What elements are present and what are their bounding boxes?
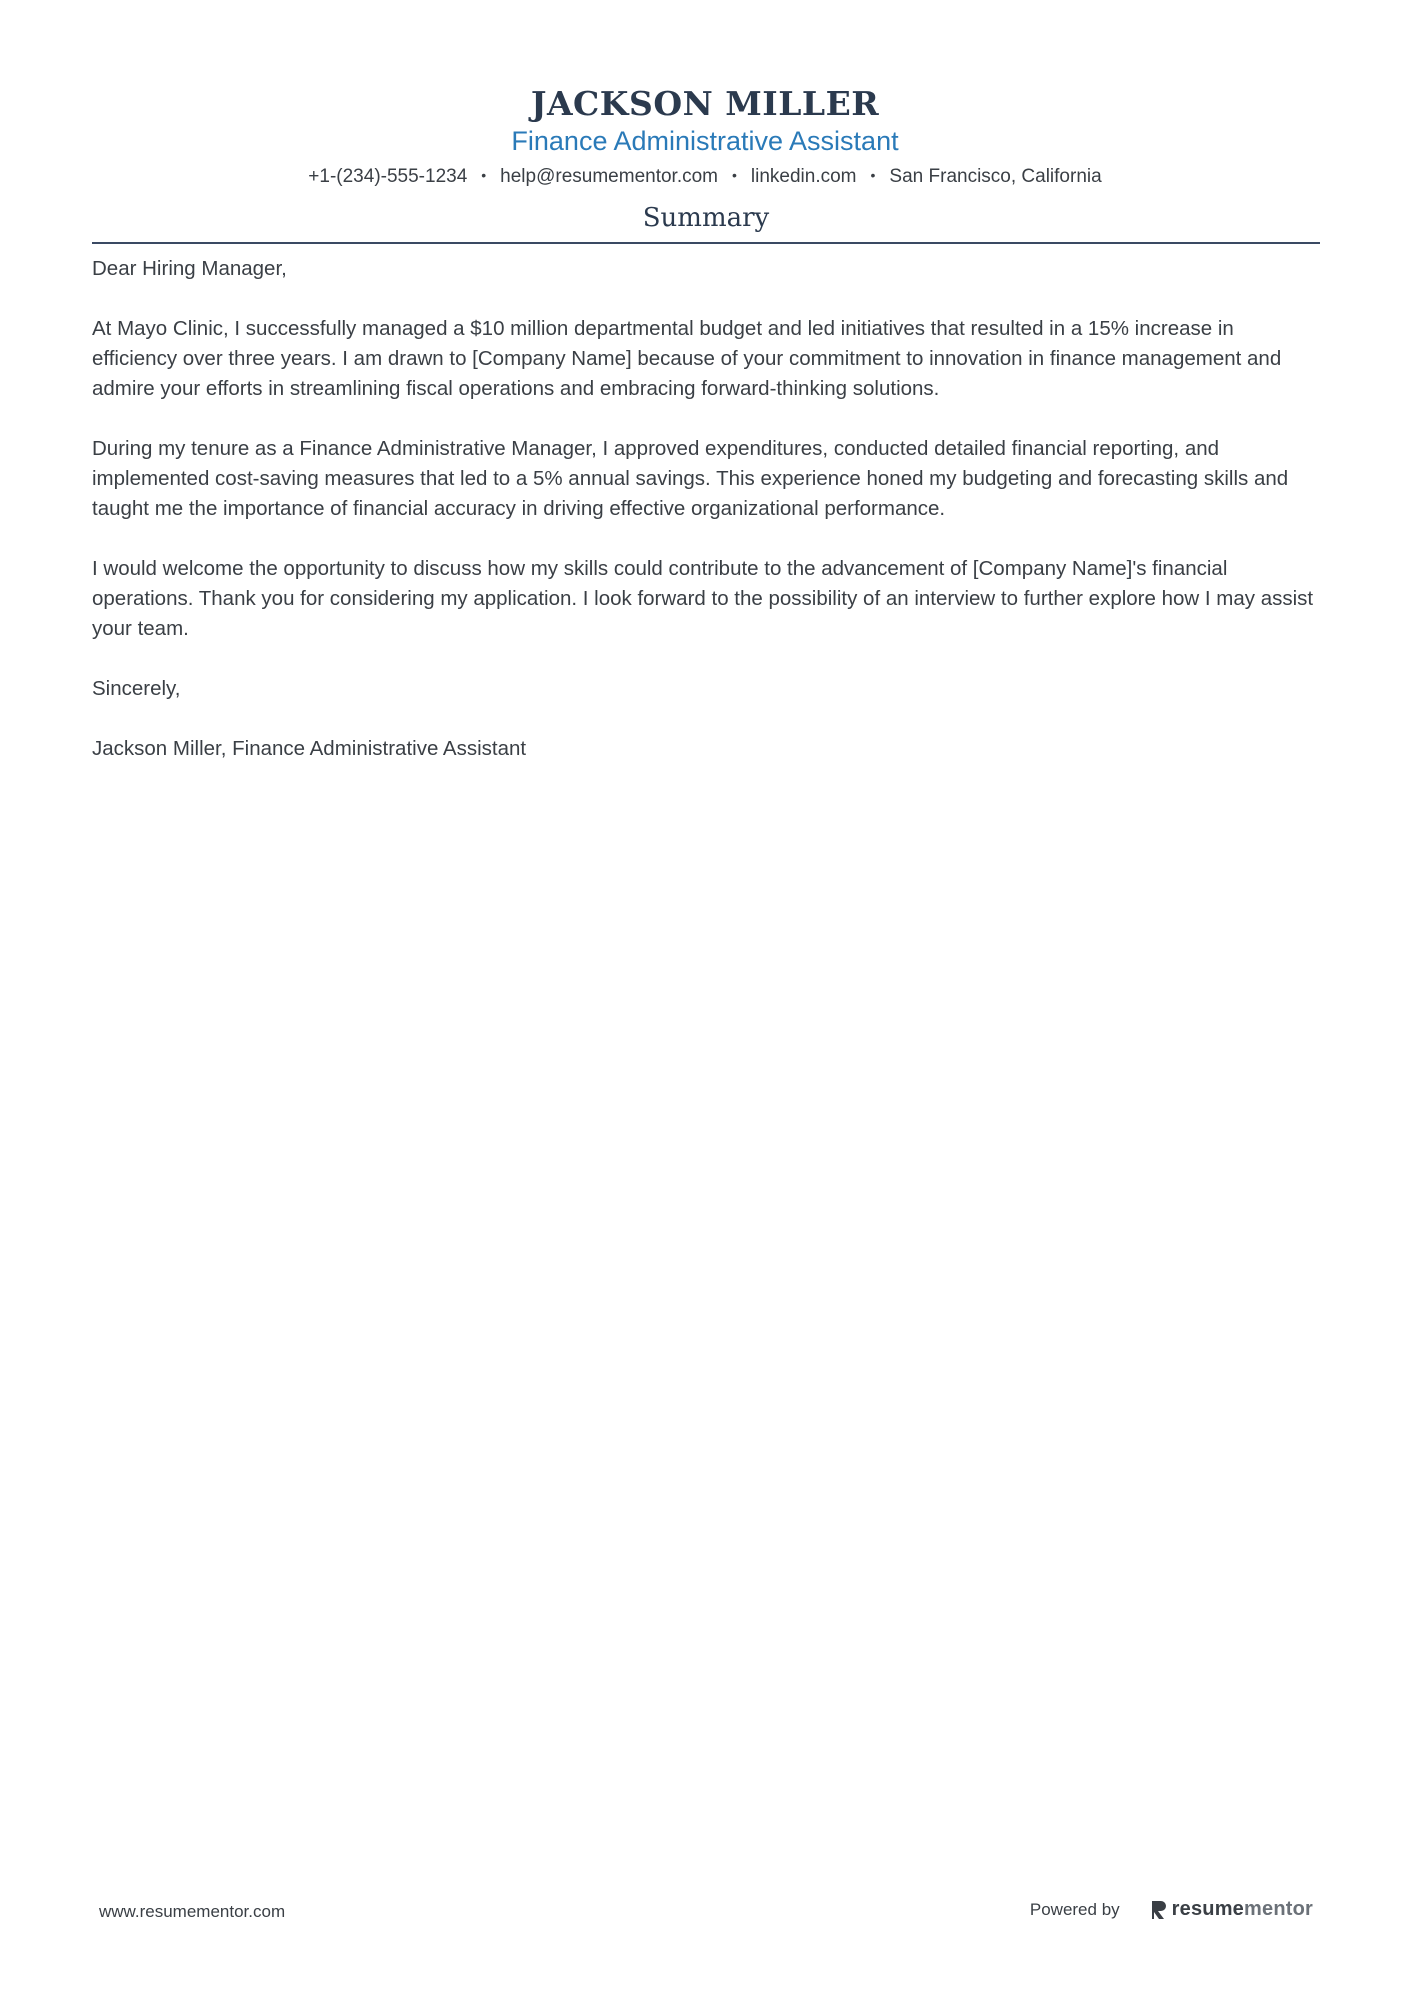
- linkedin: linkedin.com: [750, 166, 857, 187]
- header: [0, 84, 1410, 190]
- bullet-separator: •: [481, 167, 487, 183]
- candidate-name: JACKSON MILLER: [530, 84, 880, 123]
- contact-line: [0, 162, 1410, 190]
- footer-branding: [1030, 1898, 1313, 1921]
- signature: Jackson Miller, Finance Administrative Assistant: [92, 737, 527, 760]
- paragraph: During my tenure as a Finance Administrative Manager, I approved expenditures, conducted detailed financial reporting, and implemented cost-saving measures that led to a 5% annual savings. This experience honed my budgeting and forecasting skills and taught me the importance of financial accuracy in driving effective organizational performance.: [92, 437, 1289, 520]
- bullet-separator: •: [732, 167, 737, 183]
- section-title: Summary: [642, 203, 770, 233]
- footer-website: www.resumementor.com: [99, 1902, 286, 1921]
- closing: Sincerely,: [92, 677, 181, 700]
- location: San Francisco, California: [889, 166, 1102, 187]
- candidate-title: Finance Administrative Assistant: [511, 126, 899, 156]
- section-divider: [92, 242, 1320, 244]
- brand-text-mentor: mentor: [1244, 1898, 1313, 1920]
- email: help@resumementor.com: [500, 166, 718, 187]
- brand-logo: [1150, 1898, 1313, 1921]
- powered-by-label: Powered by: [1029, 1899, 1120, 1919]
- paragraph: At Mayo Clinic, I successfully managed a $10 million departmental budget and led initiatives that resulted in a 15% increase in efficiency over three years. I am drawn to [Company Name] because of your commitment to innovation in finance management and admire your efforts in streamlining fiscal operations and embracing forward-thinking solutions.: [92, 317, 1282, 400]
- greeting: Dear Hiring Manager,: [92, 257, 287, 280]
- paragraph: I would welcome the opportunity to discuss how my skills could contribute to the advancement of [Company Name]'s financial operations. Thank you for considering my application. I look forward to the possibility of an interview to further explore how I may assist your team.: [92, 557, 1314, 640]
- bullet-separator: •: [870, 167, 876, 183]
- letter-body: [92, 254, 1320, 794]
- phone: +1-(234)-555-1234: [308, 166, 468, 187]
- brand-text-resume: resume: [1171, 1898, 1245, 1920]
- resumementor-logo-icon: [1150, 1899, 1168, 1921]
